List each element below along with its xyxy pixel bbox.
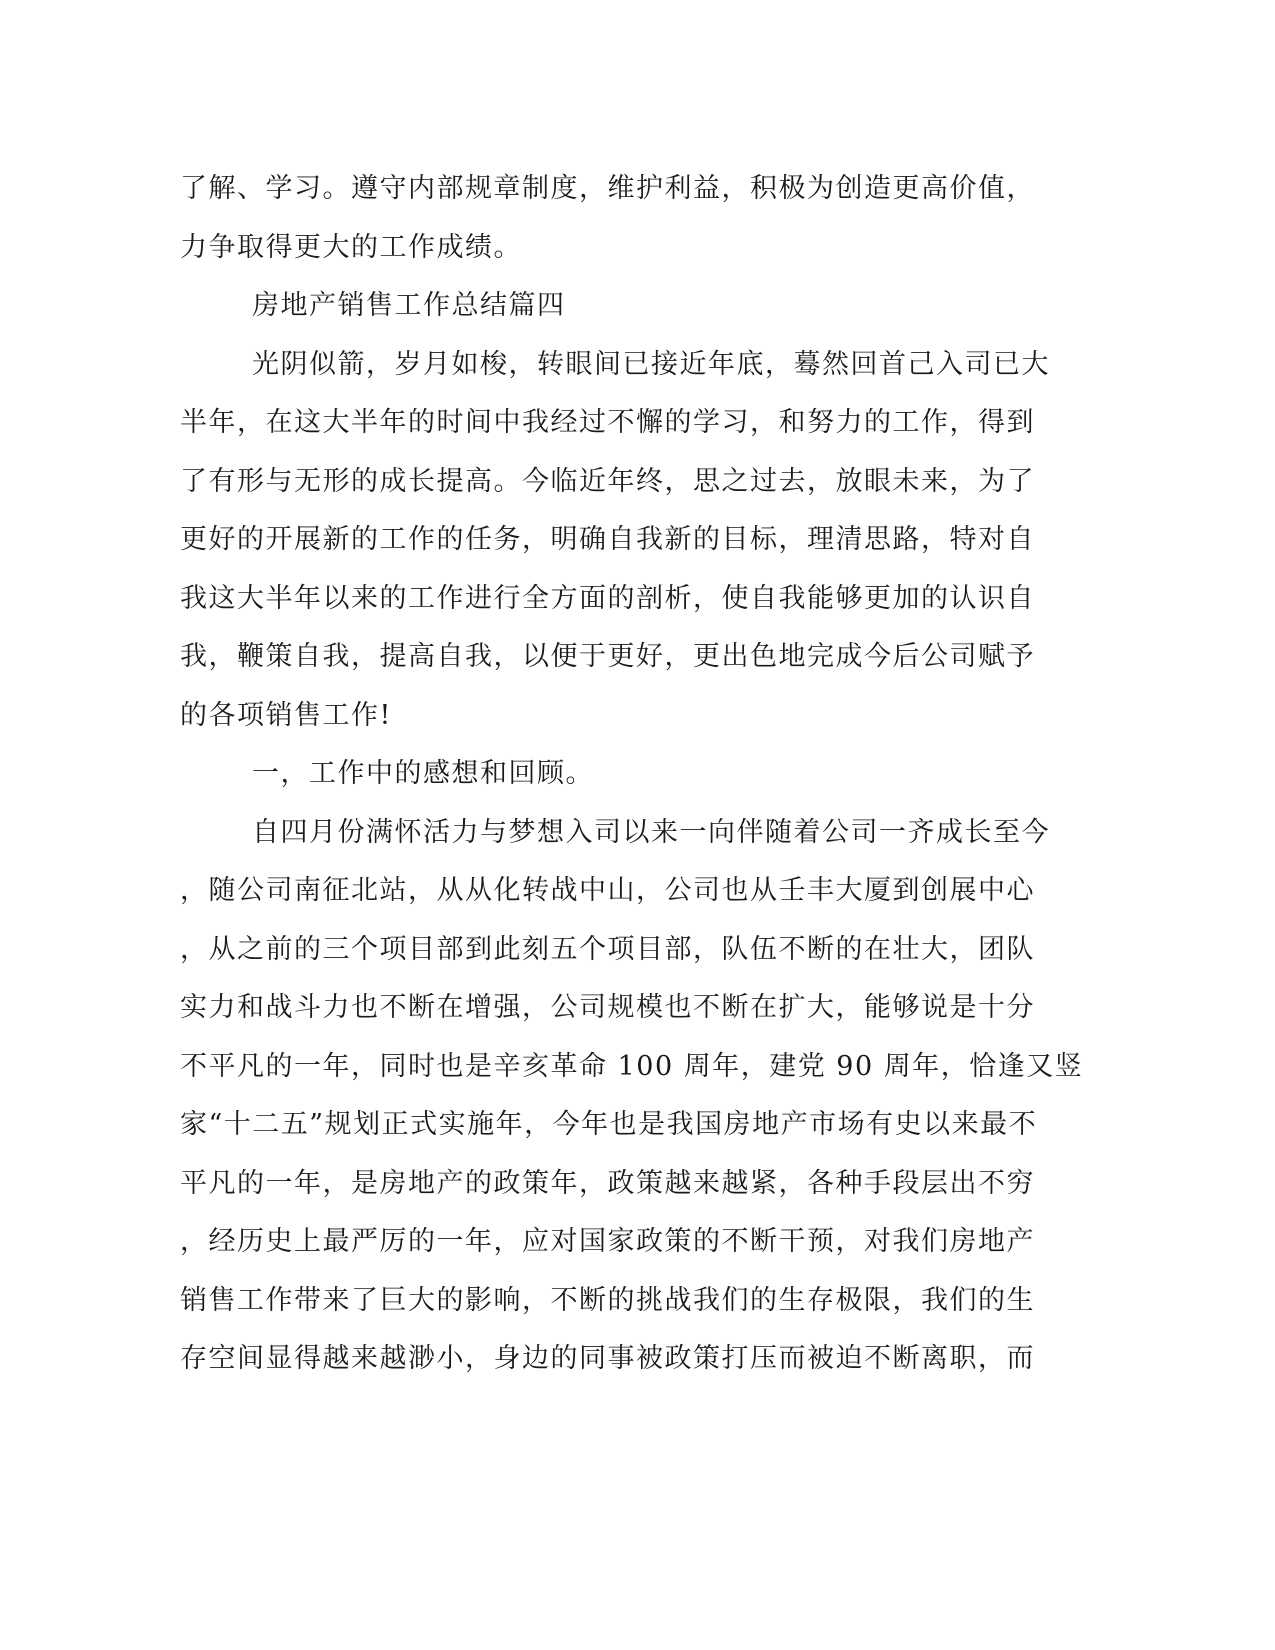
subsection-heading: 一，工作中的感想和回顾。 — [252, 758, 594, 789]
text-line: 存空间显得越来越渺小，身边的同事被政策打压而被迫不断离职，而 — [180, 1343, 1035, 1374]
text-line: 了解、学习。遵守内部规章制度，维护利益，积极为创造更高价值， — [180, 173, 1035, 204]
text-line: 自四月份满怀活力与梦想入司以来一向伴随着公司一齐成长至今 — [252, 816, 1050, 848]
text-line: 光阴似箭，岁月如梭，转眼间已接近年底，蓦然回首己入司已大 — [252, 348, 1050, 380]
text-line: ，经历史上最严厉的一年，应对国家政策的不断干预，对我们房地产 — [180, 1226, 1035, 1257]
text-line: 我，鞭策自我，提高自我，以便于更好，更出色地完成今后公司赋予 — [180, 641, 1035, 672]
text-line: 我这大半年以来的工作进行全方面的剖析，使自我能够更加的认识自 — [180, 582, 1035, 614]
text-line: 平凡的一年，是房地产的政策年，政策越来越紧，各种手段层出不穷 — [180, 1167, 1035, 1199]
text-line: 半年，在这大半年的时间中我经过不懈的学习，和努力的工作，得到 — [180, 407, 1035, 438]
document-body — [180, 160, 1084, 1389]
text-line: 了有形与无形的成长提高。今临近年终，思之过去，放眼未来，为了 — [180, 465, 1035, 497]
text-line: 的各项销售工作! — [180, 699, 392, 731]
text-line: 力争取得更大的工作成绩。 — [180, 231, 522, 263]
text-line: 家“十二五”规划正式实施年，今年也是我国房地产市场有史以来最不 — [180, 1109, 1038, 1140]
text-line: 更好的开展新的工作的任务，明确自我新的目标，理清思路，特对自 — [180, 524, 1035, 555]
text-line: ，随公司南征北站，从从化转战中山，公司也从壬丰大厦到创展中心 — [180, 875, 1035, 906]
text-line: 销售工作带来了巨大的影响，不断的挑战我们的生存极限，我们的生 — [180, 1284, 1035, 1316]
text-line: 不平凡的一年，同时也是辛亥革命 100 周年，建党 90 周年，恰逢又竖 — [180, 1050, 1084, 1082]
text-line: ，从之前的三个项目部到此刻五个项目部，队伍不断的在壮大，团队 — [180, 933, 1035, 965]
section-heading: 房地产销售工作总结篇四 — [252, 290, 566, 321]
text-line: 实力和战斗力也不断在增强，公司规模也不断在扩大，能够说是十分 — [180, 992, 1035, 1023]
